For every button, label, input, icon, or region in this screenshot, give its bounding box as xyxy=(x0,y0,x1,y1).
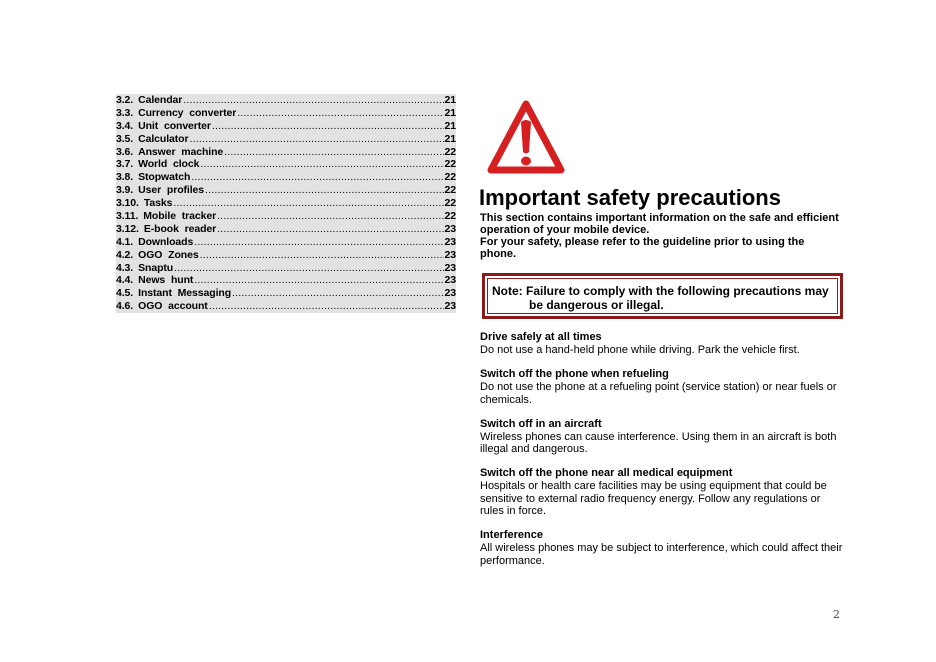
section-body: All wireless phones may be subject to interference, which could affect their performance. xyxy=(480,542,843,567)
toc-page: 22 xyxy=(444,145,456,158)
note-box xyxy=(482,273,843,319)
toc-page: 22 xyxy=(444,184,456,197)
toc-entry[interactable] xyxy=(116,300,456,313)
toc-title: Tasks xyxy=(143,197,173,210)
toc-entry[interactable] xyxy=(116,184,456,197)
toc-number: 3.11. xyxy=(116,210,139,223)
toc-entry[interactable] xyxy=(116,210,456,223)
toc-entry[interactable] xyxy=(116,223,456,236)
toc-leader xyxy=(183,94,443,107)
toc-page: 21 xyxy=(444,106,456,119)
toc-page: 23 xyxy=(444,261,456,274)
toc-number: 3.12. xyxy=(116,222,139,235)
toc-title: Calendar xyxy=(138,94,183,106)
note-text-line: Note: Failure to comply with the following precautions may xyxy=(492,284,829,298)
safety-section xyxy=(480,467,844,517)
toc-title: OGO Zones xyxy=(138,248,199,261)
toc-entry[interactable] xyxy=(116,287,456,300)
toc-leader xyxy=(194,236,443,249)
toc-leader xyxy=(212,120,444,133)
toc-title: Calculator xyxy=(138,132,189,145)
toc-entry[interactable] xyxy=(116,133,456,146)
toc-title: Stopwatch xyxy=(138,171,191,184)
warning-triangle-icon xyxy=(486,98,566,178)
table-of-contents xyxy=(116,94,456,313)
toc-number: 3.6. xyxy=(116,145,134,158)
safety-section xyxy=(480,529,844,567)
safety-sections xyxy=(480,331,844,579)
toc-page: 23 xyxy=(444,274,456,287)
safety-section xyxy=(480,368,844,406)
toc-page: 21 xyxy=(444,119,456,132)
toc-number: 3.7. xyxy=(116,158,134,171)
toc-number: 3.8. xyxy=(116,171,134,184)
section-heading: Switch off the phone when refueling xyxy=(480,368,669,381)
toc-title: Currency converter xyxy=(138,106,237,119)
toc-leader xyxy=(173,197,443,210)
toc-leader xyxy=(205,184,444,197)
toc-entry[interactable] xyxy=(116,120,456,133)
toc-title: Mobile tracker xyxy=(143,210,217,223)
toc-leader xyxy=(224,146,443,159)
page-title: Important safety precautions xyxy=(479,185,781,210)
toc-number: 3.5. xyxy=(116,132,134,145)
toc-leader xyxy=(232,287,443,300)
toc-leader xyxy=(200,249,444,262)
toc-page: 21 xyxy=(444,94,456,106)
toc-number: 3.10. xyxy=(116,197,139,210)
section-heading: Switch off in an aircraft xyxy=(480,417,602,430)
toc-leader xyxy=(209,300,444,313)
toc-title: OGO account xyxy=(138,300,208,313)
section-heading: Interference xyxy=(480,529,543,542)
toc-page: 22 xyxy=(444,158,456,171)
toc-entry[interactable] xyxy=(116,158,456,171)
toc-leader xyxy=(237,107,443,120)
toc-leader xyxy=(217,223,443,236)
toc-leader xyxy=(217,210,443,223)
toc-number: 3.9. xyxy=(116,184,134,197)
toc-entry[interactable] xyxy=(116,94,456,107)
toc-leader xyxy=(189,133,443,146)
toc-number: 4.2. xyxy=(116,248,134,261)
intro-paragraph: This section contains important information on the safe and efficient operation of your mobile device. xyxy=(480,212,839,236)
toc-title: Instant Messaging xyxy=(138,287,232,300)
toc-entry[interactable] xyxy=(116,146,456,159)
toc-number: 4.5. xyxy=(116,287,134,300)
toc-title: News hunt xyxy=(138,274,194,287)
toc-page: 23 xyxy=(444,222,456,235)
toc-number: 4.3. xyxy=(116,261,134,274)
page-number: 2 xyxy=(833,608,840,621)
note-inner-frame xyxy=(487,278,838,314)
toc-number: 4.6. xyxy=(116,300,134,313)
section-heading: Drive safely at all times xyxy=(480,331,602,343)
toc-title: Downloads xyxy=(138,235,194,248)
toc-entry[interactable] xyxy=(116,171,456,184)
toc-page: 22 xyxy=(444,210,456,223)
intro-paragraph: For your safety, please refer to the guideline prior to using the phone. xyxy=(480,236,805,260)
toc-leader xyxy=(194,274,443,287)
section-body: Hospitals or health care facilities may be using equipment that could be sensitive to external radio frequency energy. Follow any regulations or rules in force. xyxy=(480,480,827,518)
toc-page: 23 xyxy=(444,287,456,300)
toc-title: User profiles xyxy=(138,184,205,197)
toc-title: Snaptu xyxy=(138,261,174,274)
section-heading: Switch off the phone near all medical equipment xyxy=(480,467,733,480)
note-text-line: be dangerous or illegal. xyxy=(529,298,664,312)
toc-leader xyxy=(191,171,443,184)
toc-number: 4.1. xyxy=(116,235,134,248)
toc-entry[interactable] xyxy=(116,236,456,249)
toc-leader xyxy=(174,262,443,275)
toc-title: Answer machine xyxy=(138,145,224,158)
toc-number: 4.4. xyxy=(116,274,134,287)
toc-entry[interactable] xyxy=(116,107,456,120)
toc-page: 21 xyxy=(444,132,456,145)
toc-title: Unit converter xyxy=(138,119,211,132)
section-body: Do not use a hand-held phone while driving. Park the vehicle first. xyxy=(480,344,800,356)
toc-title: E-book reader xyxy=(143,222,217,235)
toc-page: 23 xyxy=(444,235,456,248)
toc-title: World clock xyxy=(138,158,200,171)
safety-section xyxy=(480,331,844,356)
toc-page: 22 xyxy=(444,171,456,184)
toc-page: 23 xyxy=(444,300,456,313)
section-body: Do not use the phone at a refueling point (service station) or near fuels or chemicals. xyxy=(480,381,837,406)
toc-entry[interactable] xyxy=(116,262,456,275)
toc-leader xyxy=(200,158,443,171)
toc-entry[interactable] xyxy=(116,249,456,262)
toc-number: 3.4. xyxy=(116,119,134,132)
safety-section xyxy=(480,418,844,456)
section-body: Wireless phones can cause interference. Using them in an aircraft is both illegal and dangerous. xyxy=(480,430,837,456)
intro-text xyxy=(480,212,840,260)
toc-number: 3.2. xyxy=(116,94,134,106)
toc-entry[interactable] xyxy=(116,197,456,210)
toc-entry[interactable] xyxy=(116,274,456,287)
toc-page: 23 xyxy=(444,248,456,261)
toc-number: 3.3. xyxy=(116,106,134,119)
toc-page: 22 xyxy=(444,197,456,210)
